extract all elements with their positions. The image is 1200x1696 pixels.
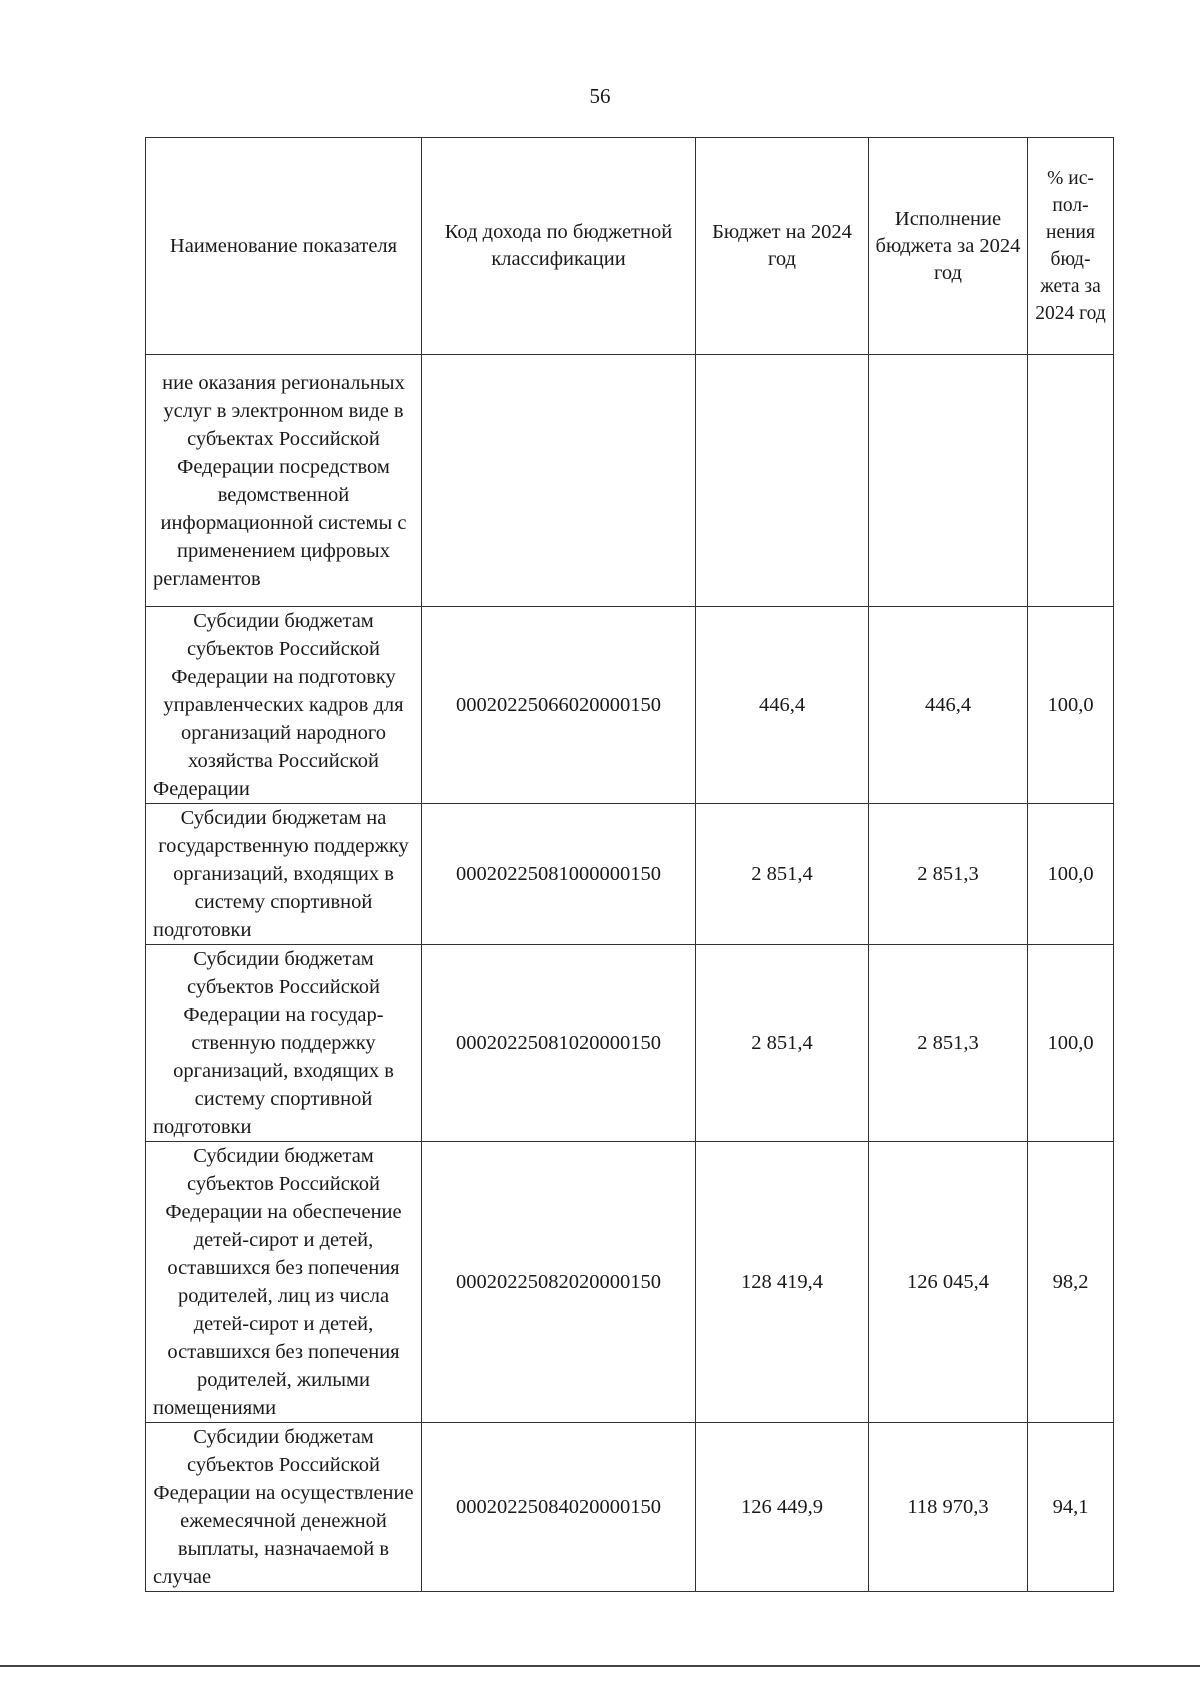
header-code: Код дохода по бюджетной классификации <box>422 138 696 355</box>
row-execution: 446,4 <box>869 607 1028 804</box>
bottom-rule <box>0 1665 1200 1667</box>
row-code: 00020225081020000150 <box>422 945 696 1142</box>
row-percent: 100,0 <box>1028 804 1114 945</box>
row-name: Субсидии бюджетам на государственную поддержку организаций, входящих в систему спортивной подготовки <box>146 804 422 945</box>
row-code: 00020225081000000150 <box>422 804 696 945</box>
header-name: Наименование показателя <box>146 138 422 355</box>
table-row <box>146 804 1114 945</box>
row-budget <box>696 355 869 607</box>
row-name: Субсидии бюджетам субъектов Российской Федерации на государственную поддержку организаций, входящих в систему спортивной подготовки <box>146 945 422 1142</box>
row-budget: 128 419,4 <box>696 1142 869 1423</box>
header-percent: % ис-пол-нения бюд-жета за 2024 год <box>1028 138 1114 355</box>
row-code: 00020225066020000150 <box>422 607 696 804</box>
row-code: 00020225084020000150 <box>422 1423 696 1592</box>
budget-table <box>145 137 1114 1592</box>
row-percent <box>1028 355 1114 607</box>
row-code <box>422 355 696 607</box>
header-execution: Исполнение бюджета за 2024 год <box>869 138 1028 355</box>
table-header-row <box>146 138 1114 355</box>
row-name: ние оказания региональных услуг в электронном виде в субъектах Российской Федерации посредством ведомственной информационной системы с применением цифровых регламентов <box>146 355 422 607</box>
row-execution: 2 851,3 <box>869 945 1028 1142</box>
row-name: Субсидии бюджетам субъектов Российской Федерации на подготовку управленческих кадров для организаций народного хозяйства Российской Федерации <box>146 607 422 804</box>
row-name: Субсидии бюджетам субъектов Российской Федерации на осуществление ежемесячной денежной выплаты, назначаемой в случае <box>146 1423 422 1592</box>
table-row <box>146 945 1114 1142</box>
table-row <box>146 1423 1114 1592</box>
header-budget: Бюджет на 2024 год <box>696 138 869 355</box>
table-row <box>146 355 1114 607</box>
row-percent: 100,0 <box>1028 607 1114 804</box>
page-number: 56 <box>589 84 611 108</box>
row-execution: 118 970,3 <box>869 1423 1028 1592</box>
row-budget: 126 449,9 <box>696 1423 869 1592</box>
row-budget: 2 851,4 <box>696 804 869 945</box>
table-row <box>146 1142 1114 1423</box>
row-budget: 2 851,4 <box>696 945 869 1142</box>
row-budget: 446,4 <box>696 607 869 804</box>
table-row <box>146 607 1114 804</box>
row-percent: 100,0 <box>1028 945 1114 1142</box>
row-percent: 94,1 <box>1028 1423 1114 1592</box>
row-name: Субсидии бюджетам субъектов Российской Федерации на обеспечение детей-сирот и детей, оставшихся без попечения родителей, лиц из числа детей-сирот и детей, оставшихся без попечения родителей, жилыми помещениями <box>146 1142 422 1423</box>
row-code: 00020225082020000150 <box>422 1142 696 1423</box>
row-execution: 2 851,3 <box>869 804 1028 945</box>
row-execution <box>869 355 1028 607</box>
row-execution: 126 045,4 <box>869 1142 1028 1423</box>
row-percent: 98,2 <box>1028 1142 1114 1423</box>
